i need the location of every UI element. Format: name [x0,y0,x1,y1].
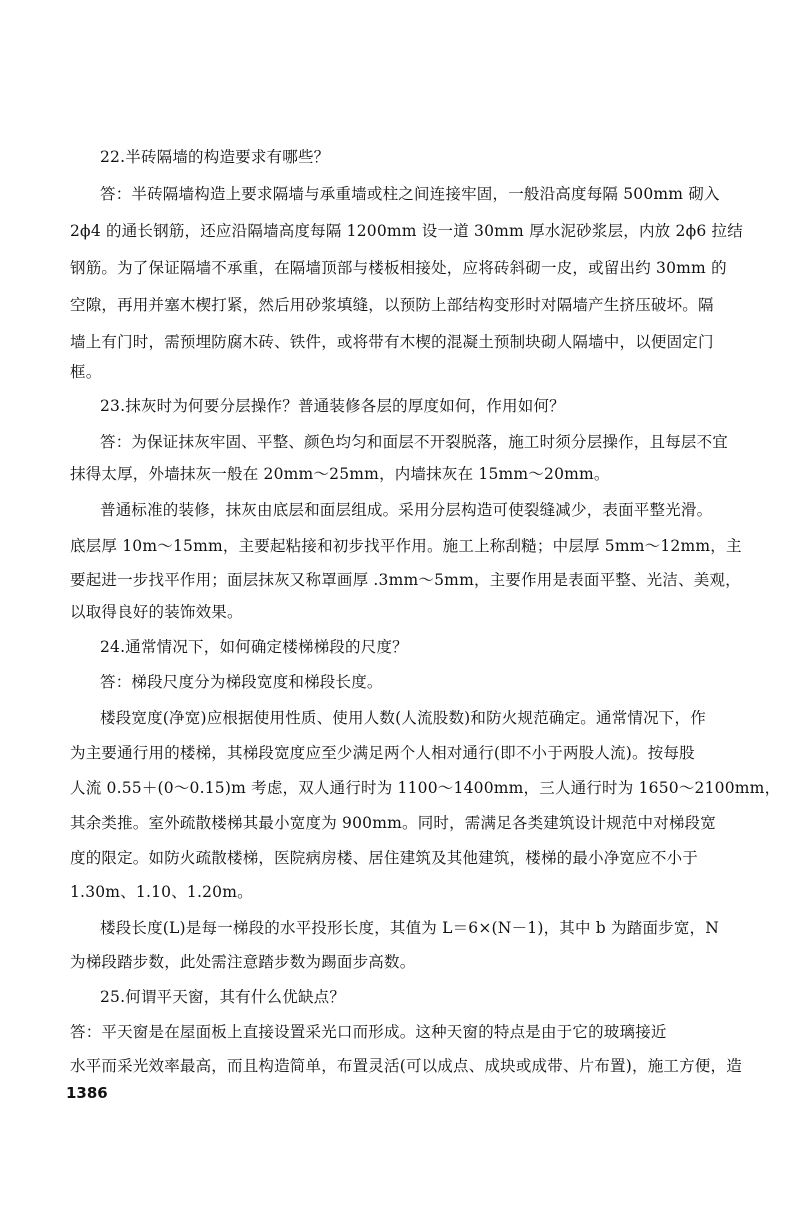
question-25-heading: 25.何谓平天窗，其有什么优缺点？ [100,988,346,1006]
answer-24-para2-line-3: 人流 0.55＋(0～0.15)m 考虑，双人通行时为 1100～1400mm，三人通行时为 1650～2100mm， [70,779,781,797]
answer-24-para2-line-1: 楼段宽度(净宽)应根据使用性质、使用人数(人流股数)和防火规范确定。通常情况下，作 [100,709,706,727]
page-number: 1386 [66,1084,108,1102]
answer-24-para2-line-5: 度的限定。如防火疏散楼梯，医院病房楼、居住建筑及其他建筑，楼梯的最小净宽应不小于 [70,849,699,867]
answer-23-para2-line-4: 以取得良好的装饰效果。 [70,603,243,621]
answer-23-para2-line-3: 要起进一步找平作用；面层抹灰又称罩画厚 .3mm～5mm，主要作用是表面平整、光洁、美观， [70,571,741,589]
answer-22-line-2: 2ϕ4 的通长钢筋，还应沿隔墙高度每隔 1200mm 设一道 30mm 厚水泥砂浆层，内放 2ϕ6 拉结 [70,222,743,240]
answer-25-line-2: 水平而采光效率最高，而且构造简单，布置灵活(可以成点、成块或成带、片布置)，施工方便，造 [70,1057,742,1075]
answer-24-para2-line-2: 为主要通行用的楼梯，其梯段宽度应至少满足两个人相对通行(即不小于两股人流)。按每股 [70,744,695,762]
answer-24-para2-line-6: 1.30m、1.10、1.20m。 [70,883,253,901]
answer-22-line-3: 钢筋。为了保证隔墙不承重，在隔墙顶部与楼板相接处，应将砖斜砌一皮，或留出约 30mm 的 [70,259,727,277]
answer-24-para3-line-2: 为梯段踏步数，此处需注意踏步数为踢面步高数。 [70,953,416,971]
answer-23-line-1: 答：为保证抹灰牢固、平整、颜色均匀和面层不开裂脱落，施工时须分层操作，且每层不宜 [100,433,729,451]
answer-22-line-4: 空隙，再用并塞木楔打紧，然后用砂浆填缝，以预防上部结构变形时对隔墙产生挤压破坏。隔 [70,296,714,314]
answer-24-line-1: 答：梯段尺度分为梯段宽度和梯段长度。 [100,673,383,691]
answer-22-line-5: 墙上有门时，需预埋防腐木砖、铁件，或将带有木楔的混凝土预制块砌人隔墙中，以便固定门 [70,333,714,351]
answer-22-line-1: 答：半砖隔墙构造上要求隔墙与承重墙或柱之间连接牢固，一般沿高度每隔 500mm 砌入 [100,185,720,203]
answer-24-para2-line-4: 其余类推。室外疏散楼梯其最小宽度为 900mm。同时，需满足各类建筑设计规范中对梯段宽 [70,814,717,832]
question-24-heading: 24.通常情况下，如何确定楼梯梯段的尺度？ [100,638,408,656]
answer-23-line-2: 抹得太厚，外墙抹灰一般在 20mm～25mm，内墙抹灰在 15mm～20mm。 [70,465,610,483]
answer-23-para2-line-1: 普通标准的装修，抹灰由底层和面层组成。采用分层构造可使裂缝减少，表面平整光滑。 [100,501,713,519]
question-23-heading: 23.抹灰时为何要分层操作？普通装修各层的厚度如何，作用如何？ [100,397,565,415]
answer-24-para3-line-1: 楼段长度(L)是每一梯段的水平投形长度，其值为 L＝6×(N－1)，其中 b 为踏面步宽，N [100,919,720,937]
answer-23-para2-line-2: 底层厚 10m～15mm，主要起粘接和初步找平作用。施工上称刮糙；中层厚 5mm～12mm，主 [70,537,742,555]
answer-22-line-6: 框。 [70,363,102,381]
question-22-heading: 22.半砖隔墙的构造要求有哪些？ [100,148,330,166]
answer-25-line-1: 答：平天窗是在屋面板上直接设置采光口而形成。这种天窗的特点是由于它的玻璃接近 [70,1023,667,1041]
